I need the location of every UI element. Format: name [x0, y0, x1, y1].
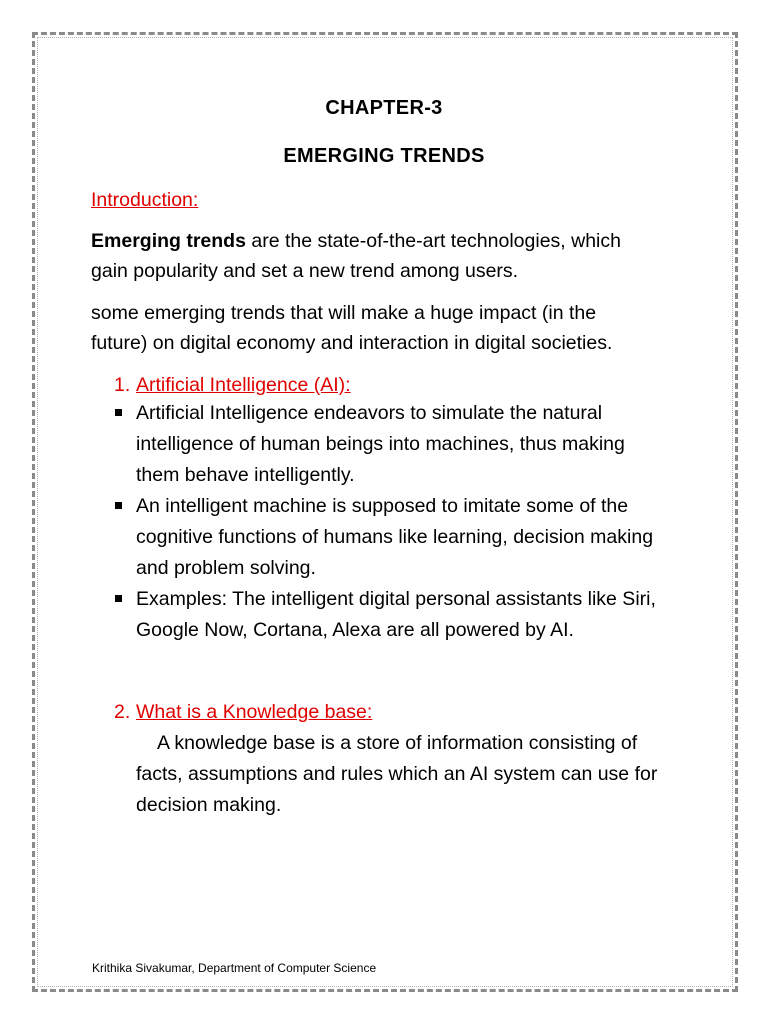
bullet-1-square-icon — [115, 409, 122, 416]
bullet-1-line-3: them behave intelligently. — [136, 464, 355, 486]
bullet-3-line-2: Google Now, Cortana, Alexa are all powered by AI. — [136, 619, 574, 641]
bullet-2-line-2: cognitive functions of humans like learning, decision making — [136, 526, 654, 548]
bullet-2-square-icon — [115, 502, 122, 509]
second-paragraph-line-1: some emerging trends that will make a huge impact (in the — [91, 302, 597, 324]
knowledge-base-line-1: A knowledge base is a store of information consisting of — [157, 732, 638, 754]
intro-paragraph-line-1 — [91, 226, 621, 257]
section-2-number: 2. — [114, 701, 131, 723]
knowledge-base-line-3: decision making. — [136, 794, 282, 816]
emerging-trends-bold: Emerging trends — [91, 230, 246, 252]
chapter-subtitle: EMERGING TRENDS — [283, 145, 485, 167]
intro-paragraph-rest: are the state-of-the-art technologies, which — [245, 230, 621, 252]
bullet-3-line-1: Examples: The intelligent digital personal assistants like Siri, — [136, 588, 656, 610]
chapter-title: CHAPTER-3 — [325, 97, 443, 119]
intro-heading: Introduction: — [91, 189, 199, 211]
section-1-number: 1. — [114, 374, 131, 396]
bullet-2-line-1: An intelligent machine is supposed to imitate some of the — [136, 495, 629, 517]
section-1-heading: Artificial Intelligence (AI): — [136, 374, 351, 396]
page-footer: Krithika Sivakumar, Department of Computer Science — [92, 961, 377, 975]
section-2-heading: What is a Knowledge base: — [136, 701, 373, 723]
bullet-2-line-3: and problem solving. — [136, 557, 316, 579]
knowledge-base-line-2: facts, assumptions and rules which an AI system can use for — [136, 763, 658, 785]
bullet-1-line-2: intelligence of human beings into machines, thus making — [136, 433, 625, 455]
second-paragraph-line-2: future) on digital economy and interaction in digital societies. — [91, 332, 613, 354]
bullet-1-line-1: Artificial Intelligence endeavors to simulate the natural — [136, 402, 603, 424]
intro-paragraph-line-2: gain popularity and set a new trend among users. — [91, 260, 519, 282]
bullet-3-square-icon — [115, 595, 122, 602]
